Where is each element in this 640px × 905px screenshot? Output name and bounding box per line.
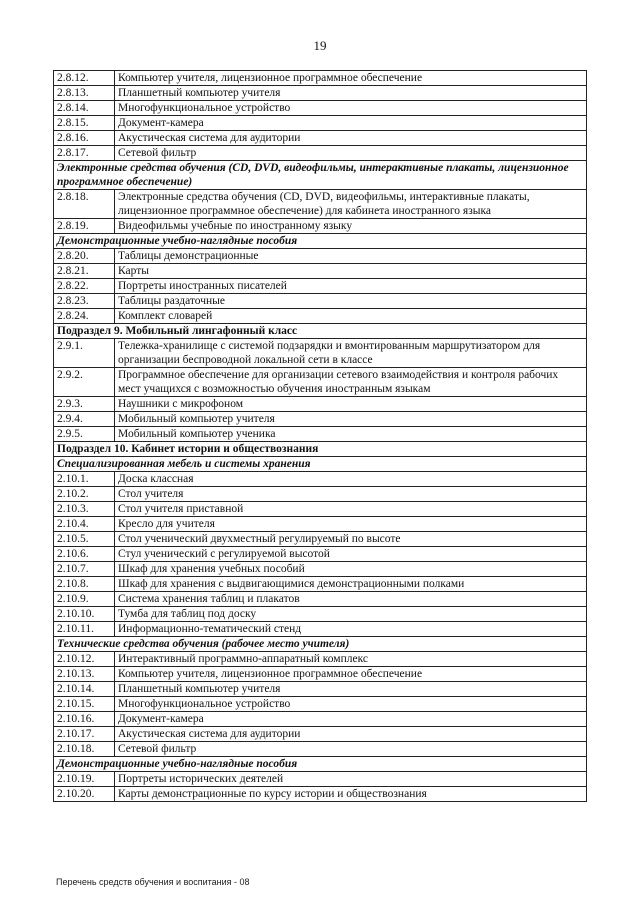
item-text: Наушники с микрофоном	[115, 397, 587, 412]
table-row	[54, 219, 587, 234]
item-number: 2.10.7.	[54, 562, 115, 577]
table-row	[54, 427, 587, 442]
item-text: Документ-камера	[115, 712, 587, 727]
item-number: 2.10.3.	[54, 502, 115, 517]
item-number: 2.9.2.	[54, 368, 115, 397]
table-row	[54, 397, 587, 412]
item-text: Карты	[115, 264, 587, 279]
item-number: 2.8.24.	[54, 309, 115, 324]
table-row	[54, 249, 587, 264]
table-row	[54, 607, 587, 622]
item-number: 2.10.2.	[54, 487, 115, 502]
equipment-table	[53, 70, 587, 802]
item-number: 2.10.20.	[54, 787, 115, 802]
page-footer: Перечень средств обучения и воспитания - 08	[56, 877, 250, 887]
item-text: Стол учителя	[115, 487, 587, 502]
item-number: 2.10.4.	[54, 517, 115, 532]
item-text: Тележка-хранилище с системой подзарядки и вмонтированным маршрутизатором для организации беспроводной локальной сети в классе	[115, 339, 587, 368]
category-heading: Специализированная мебель и системы хранения	[54, 457, 587, 472]
item-text: Доска классная	[115, 472, 587, 487]
table-body	[54, 71, 587, 802]
item-text: Карты демонстрационные по курсу истории и обществознания	[115, 787, 587, 802]
section-heading-row	[54, 324, 587, 339]
table-row	[54, 368, 587, 397]
item-text: Планшетный компьютер учителя	[115, 682, 587, 697]
category-heading-row	[54, 457, 587, 472]
item-text: Акустическая система для аудитории	[115, 131, 587, 146]
table-row	[54, 697, 587, 712]
table-row	[54, 562, 587, 577]
item-text: Электронные средства обучения (CD, DVD, видеофильмы, интерактивные плакаты, лицензионное программное обеспечение) для кабинета иностранного языка	[115, 190, 587, 219]
table-row	[54, 412, 587, 427]
table-row	[54, 101, 587, 116]
item-text: Документ-камера	[115, 116, 587, 131]
category-heading: Технические средства обучения (рабочее место учителя)	[54, 637, 587, 652]
item-text: Шкаф для хранения с выдвигающимися демонстрационными полками	[115, 577, 587, 592]
table-row	[54, 652, 587, 667]
item-text: Планшетный компьютер учителя	[115, 86, 587, 101]
table-row	[54, 502, 587, 517]
table-row	[54, 547, 587, 562]
item-number: 2.8.17.	[54, 146, 115, 161]
category-heading-row	[54, 757, 587, 772]
item-number: 2.10.9.	[54, 592, 115, 607]
item-number: 2.8.18.	[54, 190, 115, 219]
table-row	[54, 294, 587, 309]
item-text: Многофункциональное устройство	[115, 101, 587, 116]
item-number: 2.8.20.	[54, 249, 115, 264]
item-number: 2.8.13.	[54, 86, 115, 101]
table-row	[54, 279, 587, 294]
table-row	[54, 146, 587, 161]
item-number: 2.10.5.	[54, 532, 115, 547]
item-text: Шкаф для хранения учебных пособий	[115, 562, 587, 577]
table-row	[54, 787, 587, 802]
item-number: 2.9.3.	[54, 397, 115, 412]
table-row	[54, 71, 587, 86]
item-text: Таблицы раздаточные	[115, 294, 587, 309]
table-row	[54, 592, 587, 607]
item-number: 2.10.10.	[54, 607, 115, 622]
item-number: 2.9.1.	[54, 339, 115, 368]
section-heading-row	[54, 442, 587, 457]
item-number: 2.10.1.	[54, 472, 115, 487]
item-number: 2.10.15.	[54, 697, 115, 712]
item-number: 2.10.11.	[54, 622, 115, 637]
item-text: Интерактивный программно-аппаратный комплекс	[115, 652, 587, 667]
item-text: Сетевой фильтр	[115, 146, 587, 161]
item-number: 2.10.6.	[54, 547, 115, 562]
table-row	[54, 532, 587, 547]
table-row	[54, 86, 587, 101]
item-number: 2.10.14.	[54, 682, 115, 697]
item-text: Портреты исторических деятелей	[115, 772, 587, 787]
table-row	[54, 116, 587, 131]
item-number: 2.10.18.	[54, 742, 115, 757]
item-number: 2.9.5.	[54, 427, 115, 442]
table-row	[54, 487, 587, 502]
table-row	[54, 472, 587, 487]
item-text: Кресло для учителя	[115, 517, 587, 532]
item-text: Многофункциональное устройство	[115, 697, 587, 712]
table-row	[54, 682, 587, 697]
item-text: Акустическая система для аудитории	[115, 727, 587, 742]
item-text: Портреты иностранных писателей	[115, 279, 587, 294]
table-row	[54, 622, 587, 637]
item-number: 2.8.14.	[54, 101, 115, 116]
item-number: 2.10.19.	[54, 772, 115, 787]
item-number: 2.10.17.	[54, 727, 115, 742]
item-number: 2.8.21.	[54, 264, 115, 279]
item-text: Стул ученический с регулируемой высотой	[115, 547, 587, 562]
item-text: Система хранения таблиц и плакатов	[115, 592, 587, 607]
table-row	[54, 742, 587, 757]
item-text: Тумба для таблиц под доску	[115, 607, 587, 622]
section-heading: Подраздел 9. Мобильный лингафонный класс	[54, 324, 587, 339]
item-number: 2.10.16.	[54, 712, 115, 727]
item-number: 2.10.8.	[54, 577, 115, 592]
table-row	[54, 264, 587, 279]
item-text: Мобильный компьютер учителя	[115, 412, 587, 427]
table-row	[54, 131, 587, 146]
item-number: 2.8.19.	[54, 219, 115, 234]
item-number: 2.8.22.	[54, 279, 115, 294]
item-text: Сетевой фильтр	[115, 742, 587, 757]
item-text: Компьютер учителя, лицензионное программное обеспечение	[115, 667, 587, 682]
table-row	[54, 667, 587, 682]
item-number: 2.10.12.	[54, 652, 115, 667]
item-text: Комплект словарей	[115, 309, 587, 324]
item-text: Мобильный компьютер ученика	[115, 427, 587, 442]
table-row	[54, 577, 587, 592]
category-heading-row	[54, 637, 587, 652]
item-number: 2.8.15.	[54, 116, 115, 131]
table-row	[54, 339, 587, 368]
item-number: 2.8.23.	[54, 294, 115, 309]
item-text: Стол ученический двухместный регулируемый по высоте	[115, 532, 587, 547]
section-heading: Подраздел 10. Кабинет истории и обществознания	[54, 442, 587, 457]
item-number: 2.9.4.	[54, 412, 115, 427]
page-number: 19	[313, 38, 327, 53]
category-heading: Демонстрационные учебно-наглядные пособия	[54, 234, 587, 249]
category-heading: Демонстрационные учебно-наглядные пособия	[54, 757, 587, 772]
table-row	[54, 190, 587, 219]
item-text: Стол учителя приставной	[115, 502, 587, 517]
item-text: Информационно-тематический стенд	[115, 622, 587, 637]
item-text: Таблицы демонстрационные	[115, 249, 587, 264]
item-number: 2.8.16.	[54, 131, 115, 146]
table-row	[54, 772, 587, 787]
item-number: 2.8.12.	[54, 71, 115, 86]
table-row	[54, 517, 587, 532]
item-text: Видеофильмы учебные по иностранному языку	[115, 219, 587, 234]
category-heading-row	[54, 234, 587, 249]
table-row	[54, 309, 587, 324]
item-text: Программное обеспечение для организации сетевого взаимодействия и контроля рабочих мест учащихся с возможностью обучения иностранным языкам	[115, 368, 587, 397]
table-row	[54, 712, 587, 727]
category-heading: Электронные средства обучения (CD, DVD, видеофильмы, интерактивные плакаты, лицензионное программное обеспечение)	[54, 161, 587, 190]
table-row	[54, 727, 587, 742]
item-text: Компьютер учителя, лицензионное программное обеспечение	[115, 71, 587, 86]
item-number: 2.10.13.	[54, 667, 115, 682]
category-heading-row	[54, 161, 587, 190]
